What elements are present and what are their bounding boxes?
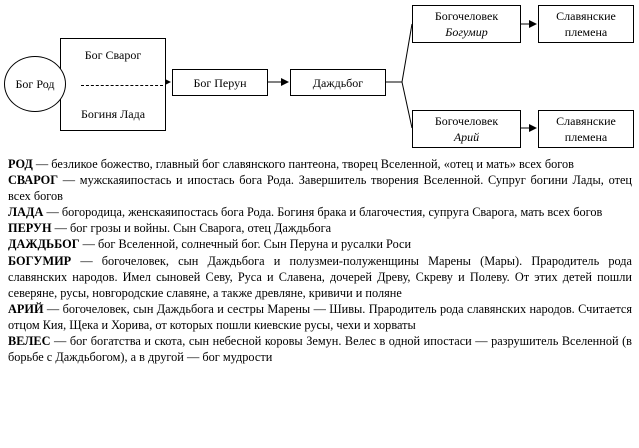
- svarog-node: Бог Сварог: [84, 48, 142, 62]
- bogumir-node: [412, 5, 521, 43]
- entry-name: ДАЖДЬБОГ: [8, 237, 80, 252]
- entry-dazhdbog: [8, 236, 632, 252]
- ariy-node: [412, 110, 521, 148]
- dazhdbog-label: Даждьбог: [312, 75, 364, 90]
- ariy-title: Богочеловек: [434, 114, 499, 128]
- entry-text: — бог грозы и войны. Сын Сварога, отец Даждьбога: [51, 221, 332, 236]
- entry-text: — богочеловек, сын Даждьбога и сестры Марены — Шивы. Прародитель рода славянских народов. Считается отцом Кия, Щека и Хорива, от которых пошли киевские русы, чехи и хорваты: [8, 301, 632, 332]
- entry-text: — мужскаяипостась и ипостась бога Рода. Завершитель творения Вселенной. Супруг богини Лады, отец всех богов: [8, 173, 632, 204]
- bogumir-name: Богумир: [445, 25, 488, 39]
- lada-node: Богиня Лада: [80, 107, 146, 121]
- entry-svarog: [8, 172, 632, 204]
- entry-name: АРИЙ: [8, 301, 44, 316]
- tribes-node-2: [538, 110, 634, 148]
- bogumir-title: Богочеловек: [434, 9, 499, 23]
- entry-rod: [8, 156, 632, 172]
- entry-text: — бог богатства и скота, сын небесной коровы Земун. Велес в одной ипостаси — разрушитель Вселенной (в борьбе с Даждьбогом), а в другой — бог мудрости: [8, 334, 632, 365]
- line-fork-down: [402, 82, 412, 128]
- rod-label: Бог Род: [15, 77, 55, 91]
- entry-name: ВЕЛЕС: [8, 334, 51, 349]
- tribes-label-1: Славянские племена: [556, 9, 616, 39]
- glossary: [8, 156, 632, 365]
- rod-node: [4, 56, 66, 112]
- perun-label: Бог Перун: [193, 75, 247, 90]
- marriage-dashed-line: [81, 85, 163, 86]
- entry-text: — богородица, женскаяипостась бога Рода. Богиня брака и благочестия, супруга Сварога, мать всех богов: [43, 205, 603, 220]
- entry-text: — богочеловек, сын Даждьбога и полузмеи-полуженщины Марены (Мары). Прародитель рода славянских народов. Имел сыновей Севу, Руса и Славена, дочерей Древу, Скреву и Полеву. От этих детей пошли северяне, русы, новгородские славяне, а также древляне, кривичи и поляне: [8, 253, 632, 300]
- entry-name: РОД: [8, 157, 33, 171]
- perun-node: [172, 69, 268, 96]
- entry-text: — безликое божество, главный бог славянского пантеона, творец Вселенной, «отец и мать» всех богов: [32, 157, 574, 171]
- entry-ariy: [8, 301, 632, 333]
- dazhdbog-node: [290, 69, 386, 96]
- svarog-lada-box: [60, 38, 166, 131]
- entry-name: БОГУМИР: [8, 253, 72, 268]
- entry-lada: [8, 204, 632, 220]
- entry-name: СВАРОГ: [8, 173, 59, 188]
- ariy-name: Арий: [453, 130, 480, 144]
- genealogy-diagram: [0, 0, 639, 150]
- entry-perun: [8, 220, 632, 236]
- entry-name: ПЕРУН: [8, 221, 52, 236]
- entry-text: — бог Вселенной, солнечный бог. Сын Перуна и русалки Роси: [79, 237, 412, 252]
- entry-name: ЛАДА: [8, 205, 44, 220]
- tribes-label-2: Славянские племена: [556, 114, 616, 144]
- tribes-node-1: [538, 5, 634, 43]
- entry-bogumir: [8, 253, 632, 301]
- entry-veles: [8, 333, 632, 365]
- line-fork-up: [402, 24, 412, 82]
